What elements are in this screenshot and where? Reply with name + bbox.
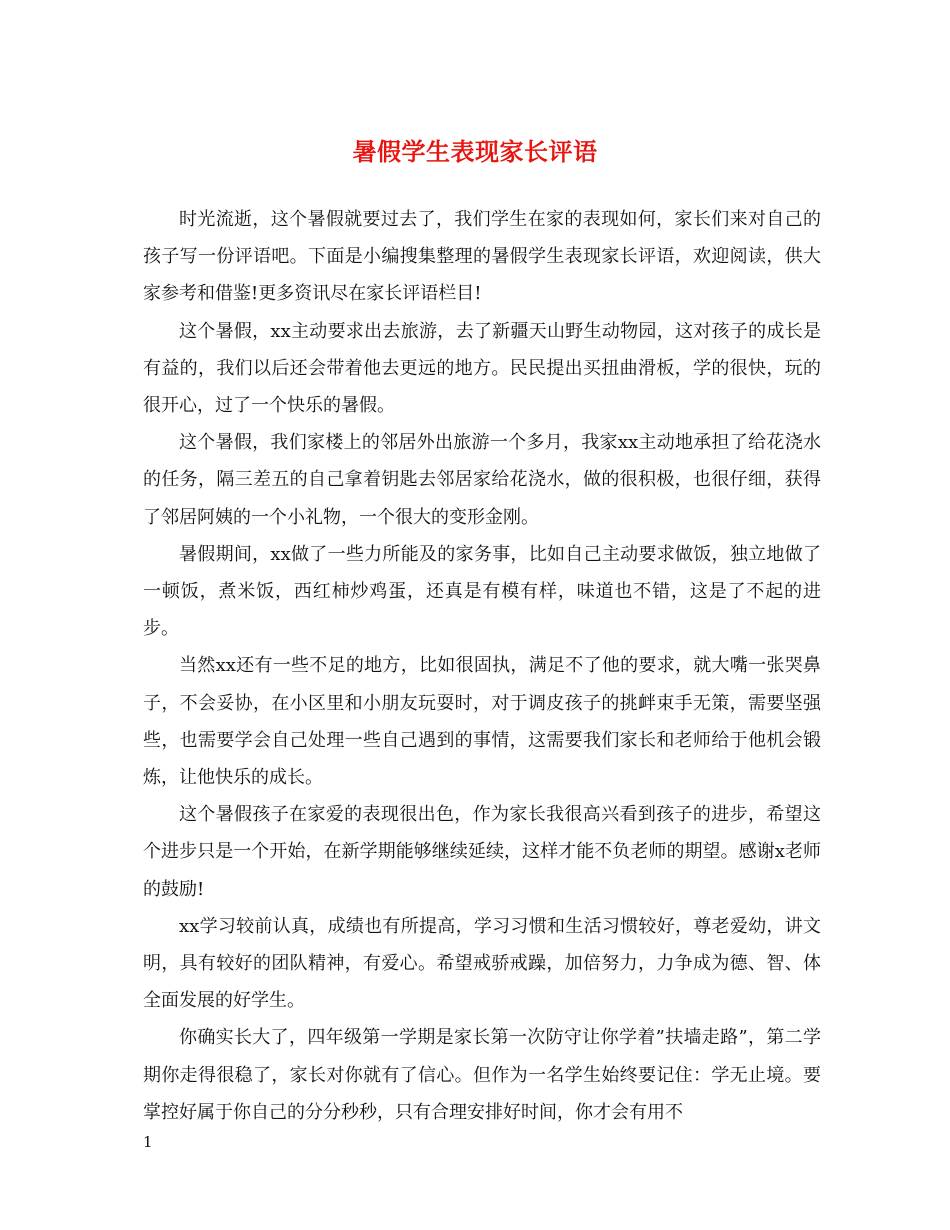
paragraph: 这个暑假孩子在家爱的表现很出色，作为家长我很高兴看到孩子的进步，希望这个进步只是一个开始，在新学期能够继续延续，这样才能不负老师的期望。感谢x老师的鼓励! xyxy=(143,804,821,900)
paragraph: 时光流逝，这个暑假就要过去了，我们学生在家的表现如何，家长们来对自己的孩子写一份评语吧。下面是小编搜集整理的暑假学生表现家长评语，欢迎阅读，供大家参考和借鉴!更多资讯尽在家长评语栏目! xyxy=(143,209,821,305)
page-number: 1 xyxy=(143,1133,153,1151)
document-body xyxy=(143,201,821,1131)
paragraph: 暑假期间，xx做了一些力所能及的家务事，比如自己主动要求做饭，独立地做了一顿饭，煮米饭，西红柿炒鸡蛋，还真是有模有样，味道也不错，这是了不起的进步。 xyxy=(143,543,821,640)
paragraph: 这个暑假，xx主动要求出去旅游，去了新疆天山野生动物园，这对孩子的成长是有益的，我们以后还会带着他去更远的地方。民民提出买扭曲滑板，学的很快，玩的很开心，过了一个快乐的暑假。 xyxy=(143,320,821,417)
paragraph: xx学习较前认真，成绩也有所提高，学习习惯和生活习惯较好，尊老爱幼，讲文明，具有较好的团队精神，有爱心。希望戒骄戒躁，加倍努力，力争成为德、智、体全面发展的好学生。 xyxy=(143,915,821,1012)
paragraph: 你确实长大了，四年级第一学期是家长第一次防守让你学着”扶墙走路”，第二学期你走得很稳了，家长对你就有了信心。但作为一名学生始终要记住：学无止境。要掌控好属于你自己的分分秒秒，只有合理安排好时间，你才会有用不 xyxy=(143,1027,821,1123)
paragraph: 这个暑假，我们家楼上的邻居外出旅游一个多月，我家xx主动地承担了给花浇水的任务，隔三差五的自己拿着钥匙去邻居家给花浇水，做的很积极，也很仔细，获得了邻居阿姨的一个小礼物，一个很大的变形金刚。 xyxy=(143,432,821,528)
paragraph: 当然xx还有一些不足的地方，比如很固执，满足不了他的要求，就大嘴一张哭鼻子，不会妥协，在小区里和小朋友玩耍时，对于调皮孩子的挑衅束手无策，需要坚强些，也需要学会自己处理一些自己遇到的事情，这需要我们家长和老师给于他机会锻炼，让他快乐的成长。 xyxy=(143,655,821,789)
document-title: 暑假学生表现家长评语 xyxy=(352,137,598,166)
